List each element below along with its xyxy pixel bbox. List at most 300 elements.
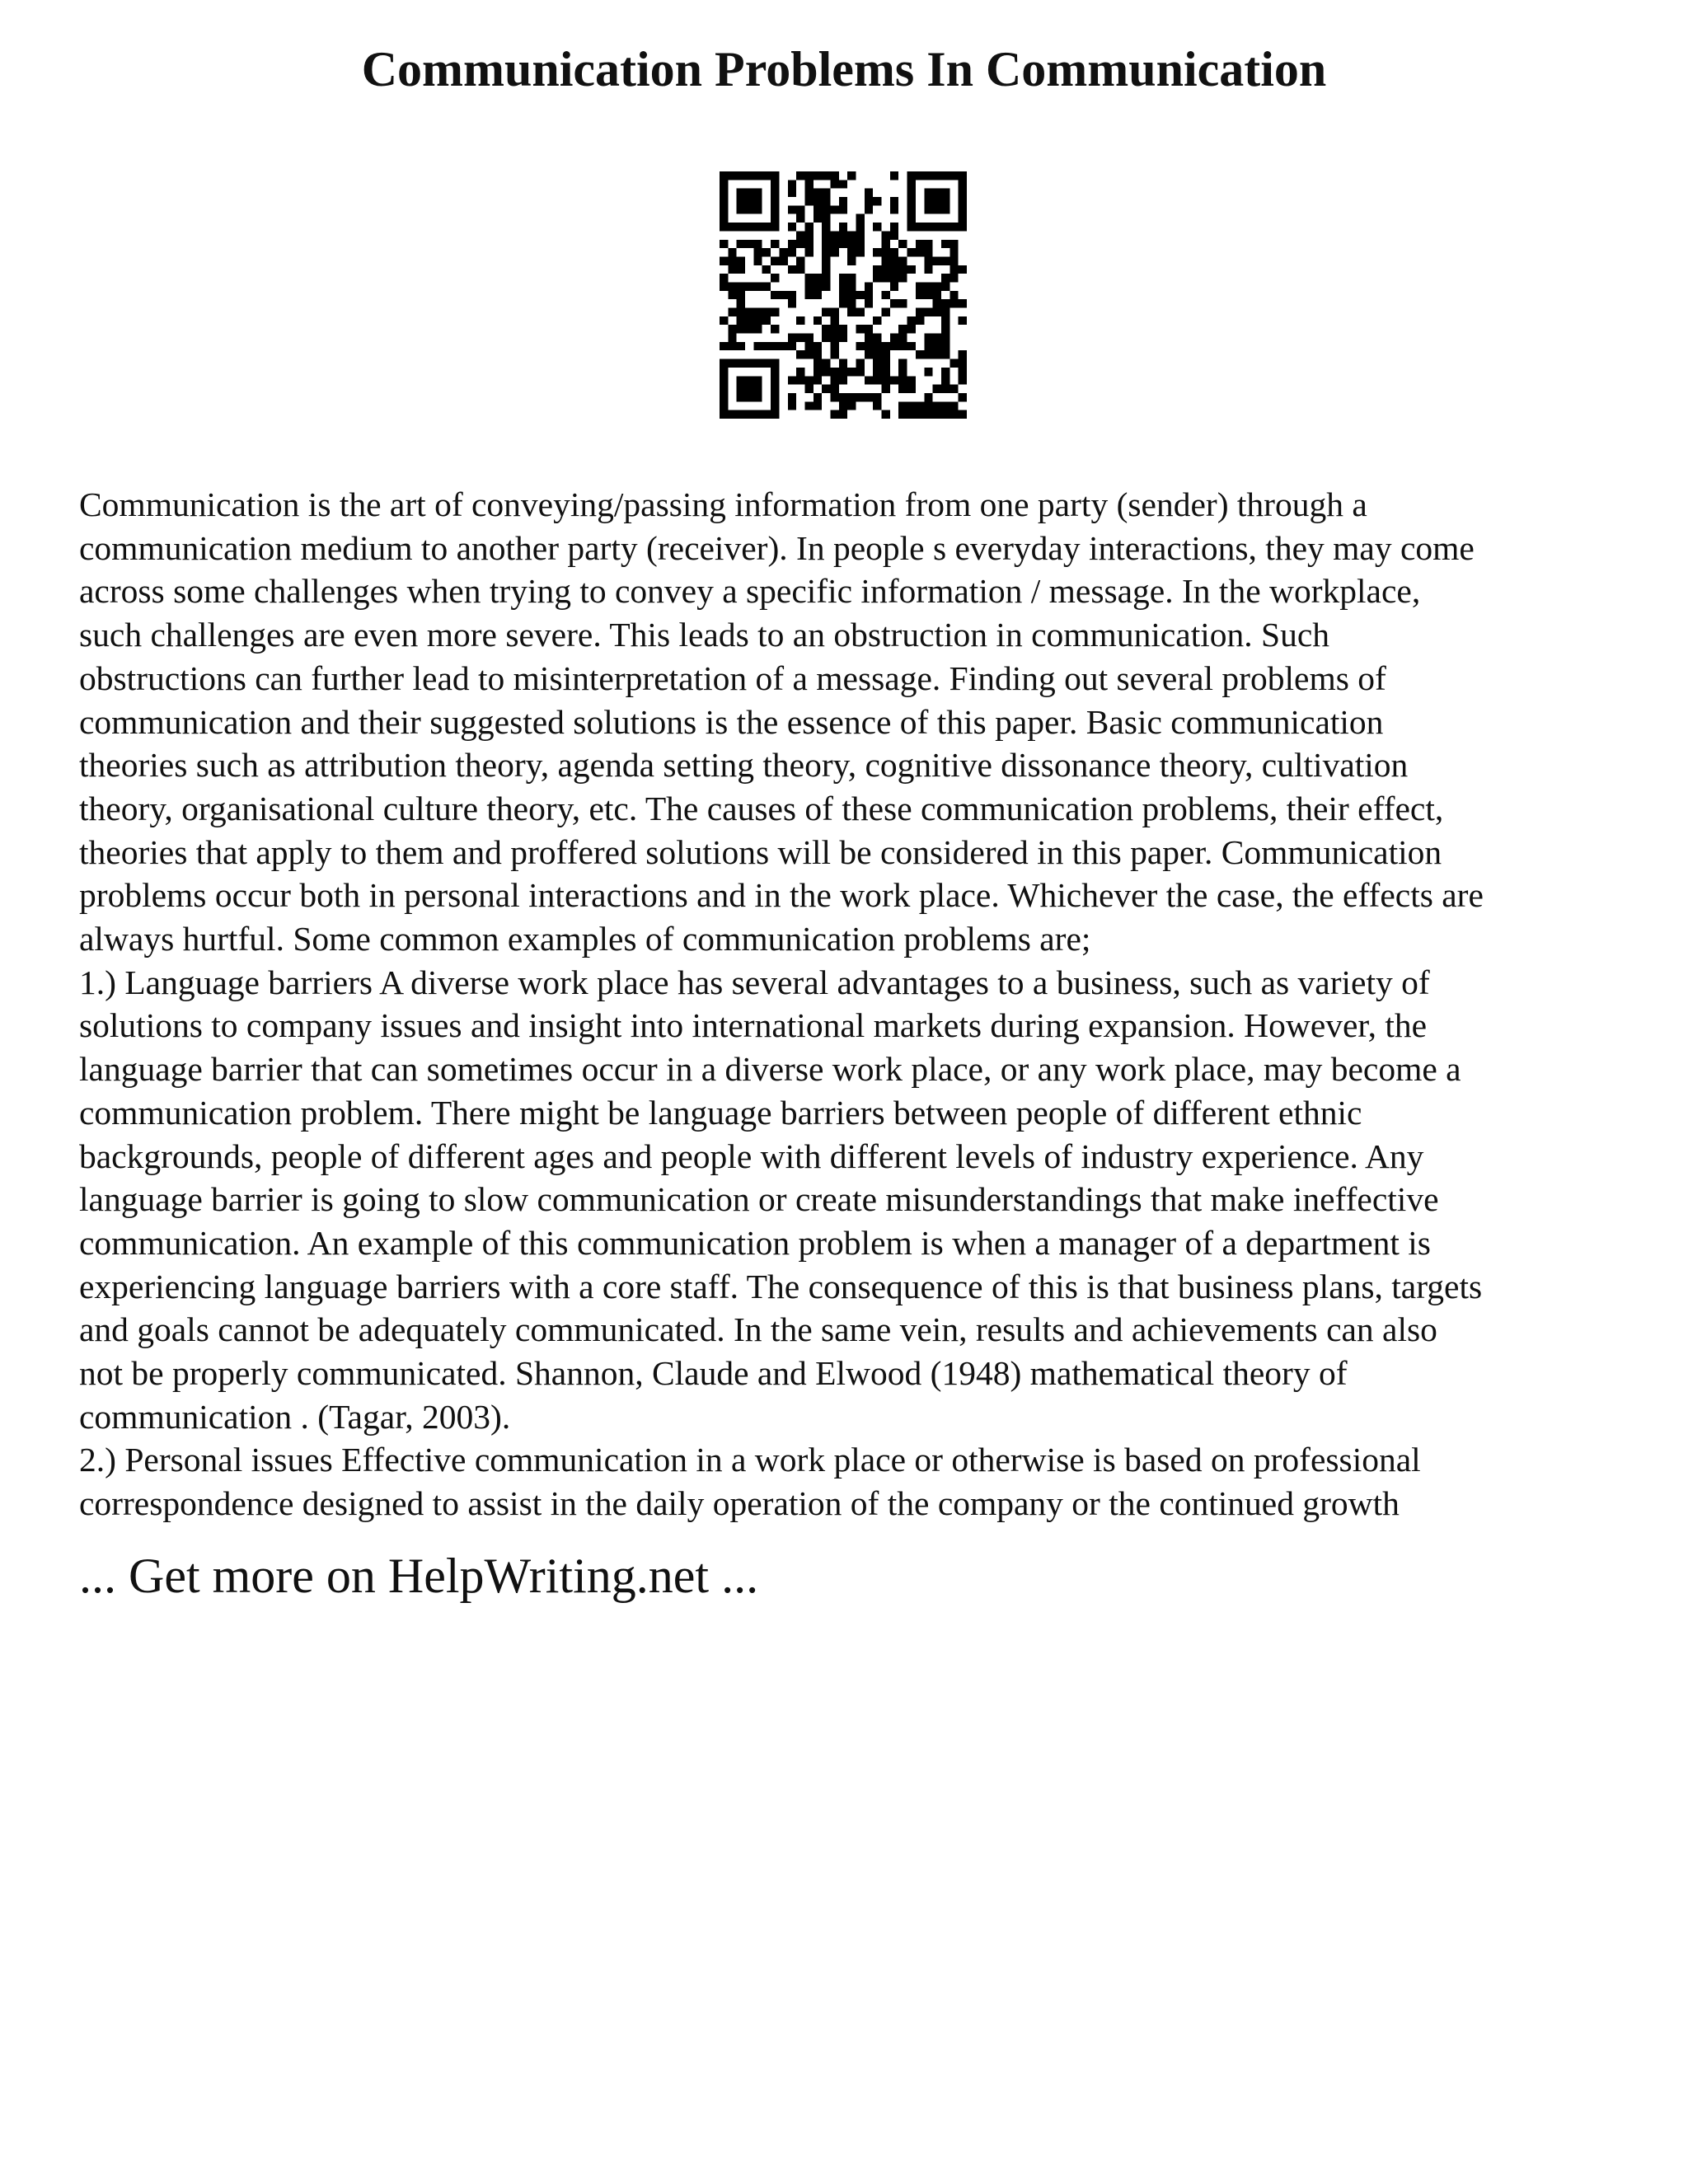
qr-module	[762, 316, 771, 325]
qr-module	[907, 342, 916, 350]
qr-module	[788, 334, 796, 342]
qr-module	[847, 256, 856, 265]
qr-module	[796, 350, 804, 359]
qr-module	[959, 197, 967, 205]
qr-module	[898, 299, 907, 307]
qr-module	[720, 240, 728, 248]
qr-module	[720, 180, 728, 188]
qr-module	[941, 368, 950, 376]
qr-module	[762, 308, 771, 316]
qr-module	[941, 171, 950, 180]
qr-module	[941, 308, 950, 316]
qr-module	[898, 359, 907, 368]
qr-module	[847, 368, 856, 376]
qr-module	[959, 359, 967, 368]
qr-module	[941, 205, 950, 213]
qr-module	[830, 308, 838, 316]
qr-module	[882, 376, 890, 384]
qr-module	[796, 171, 804, 180]
qr-module	[804, 282, 813, 290]
qr-module	[745, 385, 753, 393]
qr-module	[771, 342, 779, 350]
qr-module	[737, 197, 745, 205]
qr-module	[950, 385, 958, 393]
qr-module	[890, 334, 898, 342]
qr-module	[753, 189, 762, 197]
qr-module	[745, 240, 753, 248]
qr-module	[873, 316, 881, 325]
qr-module	[814, 205, 822, 213]
qr-module	[950, 359, 958, 368]
qr-module	[779, 256, 787, 265]
qr-module	[771, 189, 779, 197]
qr-module	[839, 231, 847, 239]
qr-module	[720, 316, 728, 325]
qr-module	[822, 248, 830, 256]
qr-module	[959, 368, 967, 376]
qr-module	[804, 274, 813, 282]
qr-module	[720, 214, 728, 223]
qr-module	[788, 393, 796, 401]
qr-module	[796, 240, 804, 248]
text-line: communication problem. There might be language barriers between people of different ethnic	[79, 1093, 1362, 1132]
qr-module	[856, 214, 865, 223]
qr-module	[898, 325, 907, 333]
qr-module	[865, 334, 873, 342]
qr-module	[959, 171, 967, 180]
qr-module	[865, 299, 873, 307]
qr-module	[847, 393, 856, 401]
qr-module	[720, 376, 728, 384]
qr-module	[907, 205, 916, 213]
qr-module	[796, 376, 804, 384]
qr-module	[941, 385, 950, 393]
qr-module	[873, 368, 881, 376]
qr-module	[771, 171, 779, 180]
qr-module	[822, 308, 830, 316]
qr-module	[804, 171, 813, 180]
qr-module	[941, 197, 950, 205]
qr-module	[873, 223, 881, 231]
qr-module	[950, 299, 958, 307]
qr-module	[839, 299, 847, 307]
qr-module	[933, 189, 941, 197]
qr-module	[933, 171, 941, 180]
qr-module	[830, 231, 838, 239]
qr-module	[814, 189, 822, 197]
qr-module	[941, 376, 950, 384]
qr-module	[822, 385, 830, 393]
text-line: problems occur both in personal interactions and in the work place. Whichever the case, the effects are	[79, 876, 1484, 915]
qr-module	[890, 248, 898, 256]
qr-module	[916, 171, 924, 180]
qr-module	[737, 299, 745, 307]
qr-module	[856, 359, 865, 368]
qr-module	[771, 205, 779, 213]
qr-module	[873, 274, 881, 282]
qr-module	[720, 171, 728, 180]
qr-module	[933, 205, 941, 213]
qr-module	[796, 334, 804, 342]
qr-module	[941, 223, 950, 231]
qr-module	[933, 291, 941, 299]
text-line: 2.) Personal issues Effective communication in a work place or otherwise is based on professional	[79, 1441, 1421, 1479]
qr-module	[856, 342, 865, 350]
qr-module	[753, 325, 762, 333]
qr-module	[890, 256, 898, 265]
qr-module	[916, 308, 924, 316]
text-line: theory, organisational culture theory, etc. The causes of these communication problems, their effect,	[79, 789, 1444, 827]
qr-module	[847, 291, 856, 299]
qr-module	[882, 308, 890, 316]
qr-module	[737, 410, 745, 419]
qr-module	[865, 197, 873, 205]
qr-module	[865, 205, 873, 213]
text-line: such challenges are even more severe. This leads to an obstruction in communication. Such	[79, 616, 1329, 654]
text-line: not be properly communicated. Shannon, Claude and Elwood (1948) mathematical theory of	[79, 1354, 1348, 1393]
qr-module	[890, 265, 898, 274]
qr-module	[907, 197, 916, 205]
qr-module	[907, 214, 916, 223]
qr-module	[847, 299, 856, 307]
qr-module	[830, 410, 838, 419]
qr-module	[933, 410, 941, 419]
qr-module	[822, 334, 830, 342]
qr-module	[822, 325, 830, 333]
qr-module	[933, 256, 941, 265]
text-line: always hurtful. Some common examples of communication problems are;	[79, 920, 1091, 958]
qr-module	[762, 282, 771, 290]
qr-module	[950, 410, 958, 419]
qr-module	[873, 334, 881, 342]
qr-module	[804, 350, 813, 359]
qr-module	[771, 410, 779, 419]
qr-module	[771, 180, 779, 188]
qr-module	[822, 274, 830, 282]
qr-module	[771, 291, 779, 299]
qr-module	[890, 223, 898, 231]
qr-module	[814, 274, 822, 282]
qr-module	[839, 393, 847, 401]
qr-module	[745, 171, 753, 180]
qr-module	[728, 282, 736, 290]
qr-module	[728, 359, 736, 368]
qr-module	[753, 316, 762, 325]
qr-module	[847, 274, 856, 282]
qr-module	[916, 223, 924, 231]
qr-module	[804, 385, 813, 393]
qr-module	[762, 342, 771, 350]
qr-module	[847, 401, 856, 410]
qr-module	[822, 189, 830, 197]
qr-module	[771, 368, 779, 376]
qr-module	[898, 376, 907, 384]
qr-module	[753, 410, 762, 419]
qr-module	[890, 274, 898, 282]
qr-module	[847, 248, 856, 256]
qr-module	[907, 316, 916, 325]
qr-module	[822, 197, 830, 205]
text-line: communication . (Tagar, 2003).	[79, 1397, 511, 1436]
qr-module	[737, 359, 745, 368]
qr-module	[796, 256, 804, 265]
qr-module	[950, 291, 958, 299]
text-line: communication medium to another party (receiver). In people s everyday interactions, they may come	[79, 528, 1475, 567]
get-more-link[interactable]: ... Get more on HelpWriting.net ...	[79, 1549, 759, 1603]
qr-module	[882, 265, 890, 274]
qr-module	[822, 205, 830, 213]
qr-module	[924, 393, 932, 401]
qr-module	[737, 223, 745, 231]
qr-module	[814, 316, 822, 325]
qr-module	[830, 350, 838, 359]
qr-module	[728, 334, 736, 342]
qr-module	[814, 342, 822, 350]
qr-module	[788, 376, 796, 384]
qr-module	[779, 342, 787, 350]
page-title: Communication Problems In Communication	[361, 42, 1327, 96]
qr-module	[907, 171, 916, 180]
qr-module	[728, 223, 736, 231]
qr-module	[830, 393, 838, 401]
qr-module	[745, 197, 753, 205]
qr-module	[804, 376, 813, 384]
qr-module	[737, 316, 745, 325]
qr-module	[924, 189, 932, 197]
qr-module	[933, 308, 941, 316]
qr-module	[737, 189, 745, 197]
qr-module	[771, 240, 779, 248]
qr-module	[814, 376, 822, 384]
qr-module	[771, 401, 779, 410]
qr-module	[771, 197, 779, 205]
qr-module	[882, 410, 890, 419]
text-line: Communication is the art of conveying/passing information from one party (sender) through a	[79, 485, 1367, 523]
qr-module	[916, 291, 924, 299]
qr-module	[737, 376, 745, 384]
qr-module	[822, 359, 830, 368]
qr-module	[762, 223, 771, 231]
qr-module	[898, 240, 907, 248]
qr-module	[728, 308, 736, 316]
qr-module	[907, 189, 916, 197]
qr-module	[737, 385, 745, 393]
qr-module	[830, 248, 838, 256]
qr-module	[788, 189, 796, 197]
qr-module	[959, 223, 967, 231]
qr-module	[865, 342, 873, 350]
qr-module	[873, 350, 881, 359]
qr-module	[814, 171, 822, 180]
qr-module	[882, 256, 890, 265]
qr-module	[830, 368, 838, 376]
qr-module	[839, 274, 847, 282]
qr-code	[720, 171, 967, 419]
qr-module	[924, 256, 932, 265]
qr-module	[907, 325, 916, 333]
qr-module	[882, 350, 890, 359]
qr-module	[839, 291, 847, 299]
qr-module	[959, 316, 967, 325]
qr-module	[839, 359, 847, 368]
qr-module	[898, 401, 907, 410]
qr-module	[728, 410, 736, 419]
qr-module	[737, 308, 745, 316]
qr-module	[950, 248, 958, 256]
qr-module	[745, 308, 753, 316]
qr-module	[898, 334, 907, 342]
qr-module	[916, 248, 924, 256]
qr-module	[924, 240, 932, 248]
qr-module	[753, 256, 762, 265]
qr-module	[873, 376, 881, 384]
qr-module	[865, 350, 873, 359]
qr-module	[788, 299, 796, 307]
qr-module	[847, 231, 856, 239]
qr-module	[959, 214, 967, 223]
qr-module	[737, 393, 745, 401]
qr-module	[830, 334, 838, 342]
qr-module	[924, 205, 932, 213]
qr-module	[804, 240, 813, 248]
qr-module	[856, 240, 865, 248]
qr-module	[856, 231, 865, 239]
qr-module	[950, 256, 958, 265]
qr-module	[720, 385, 728, 393]
qr-module	[804, 231, 813, 239]
qr-module	[737, 240, 745, 248]
qr-module	[959, 350, 967, 359]
qr-module	[907, 223, 916, 231]
qr-module	[941, 240, 950, 248]
qr-module	[882, 291, 890, 299]
qr-module	[745, 189, 753, 197]
qr-module	[916, 401, 924, 410]
qr-module	[890, 342, 898, 350]
qr-module	[933, 401, 941, 410]
qr-module	[804, 401, 813, 410]
qr-module	[720, 256, 728, 265]
qr-module	[839, 376, 847, 384]
qr-module	[873, 342, 881, 350]
qr-module	[804, 248, 813, 256]
qr-module	[847, 171, 856, 180]
qr-module	[933, 197, 941, 205]
text-line: and goals cannot be adequately communicated. In the same vein, results and achievements can also	[79, 1310, 1437, 1349]
qr-module	[856, 291, 865, 299]
qr-module	[941, 256, 950, 265]
qr-module	[941, 410, 950, 419]
qr-module	[847, 240, 856, 248]
qr-module	[933, 385, 941, 393]
qr-module	[822, 231, 830, 239]
qr-module	[839, 205, 847, 213]
qr-module	[745, 325, 753, 333]
qr-module	[728, 171, 736, 180]
qr-module	[941, 274, 950, 282]
qr-module	[916, 240, 924, 248]
qr-module	[814, 282, 822, 290]
qr-module	[856, 325, 865, 333]
qr-module	[941, 299, 950, 307]
body-text	[79, 483, 1629, 1526]
text-line: solutions to company issues and insight into international markets during expansion. However, the	[79, 1006, 1428, 1045]
qr-module	[720, 205, 728, 213]
qr-module	[890, 171, 898, 180]
qr-module	[830, 376, 838, 384]
qr-module	[839, 180, 847, 188]
qr-module	[762, 410, 771, 419]
qr-module	[941, 334, 950, 342]
qr-module	[933, 299, 941, 307]
qr-module	[830, 325, 838, 333]
qr-module	[720, 274, 728, 282]
qr-module	[916, 410, 924, 419]
qr-module	[720, 401, 728, 410]
qr-module	[788, 401, 796, 410]
qr-module	[804, 334, 813, 342]
qr-module	[882, 274, 890, 282]
qr-module	[924, 282, 932, 290]
qr-module	[941, 325, 950, 333]
qr-module	[771, 256, 779, 265]
qr-module	[907, 410, 916, 419]
text-line: theories that apply to them and proffered solutions will be considered in this paper. Communication	[79, 832, 1442, 871]
qr-module	[856, 248, 865, 256]
qr-module	[839, 240, 847, 248]
qr-module	[924, 368, 932, 376]
qr-module	[745, 205, 753, 213]
qr-module	[804, 291, 813, 299]
qr-module	[916, 316, 924, 325]
qr-module	[839, 410, 847, 419]
qr-module	[856, 393, 865, 401]
text-line: across some challenges when trying to convey a specific information / message. In the workplace,	[79, 572, 1421, 611]
qr-module	[753, 248, 762, 256]
qr-module	[745, 376, 753, 384]
qr-module	[959, 189, 967, 197]
qr-module	[898, 342, 907, 350]
qr-module	[890, 205, 898, 213]
qr-module	[753, 240, 762, 248]
text-line: experiencing language barriers with a core staff. The consequence of this is that business plans, targets	[79, 1267, 1483, 1305]
qr-module	[822, 282, 830, 290]
qr-module	[865, 393, 873, 401]
qr-module	[959, 393, 967, 401]
qr-module	[924, 350, 932, 359]
qr-module	[771, 393, 779, 401]
qr-module	[941, 342, 950, 350]
qr-module	[771, 274, 779, 282]
qr-module	[822, 240, 830, 248]
qr-module	[924, 265, 932, 274]
qr-module	[950, 171, 958, 180]
qr-module	[771, 214, 779, 223]
qr-module	[814, 197, 822, 205]
text-line: communication. An example of this communication problem is when a manager of a department is	[79, 1223, 1431, 1262]
qr-module	[830, 385, 838, 393]
qr-module	[898, 368, 907, 376]
qr-module	[839, 368, 847, 376]
qr-module	[745, 393, 753, 401]
qr-module	[882, 359, 890, 368]
qr-module	[959, 410, 967, 419]
qr-module	[822, 265, 830, 274]
qr-module	[753, 308, 762, 316]
qr-module	[924, 171, 932, 180]
qr-module	[898, 274, 907, 282]
qr-module	[796, 205, 804, 213]
